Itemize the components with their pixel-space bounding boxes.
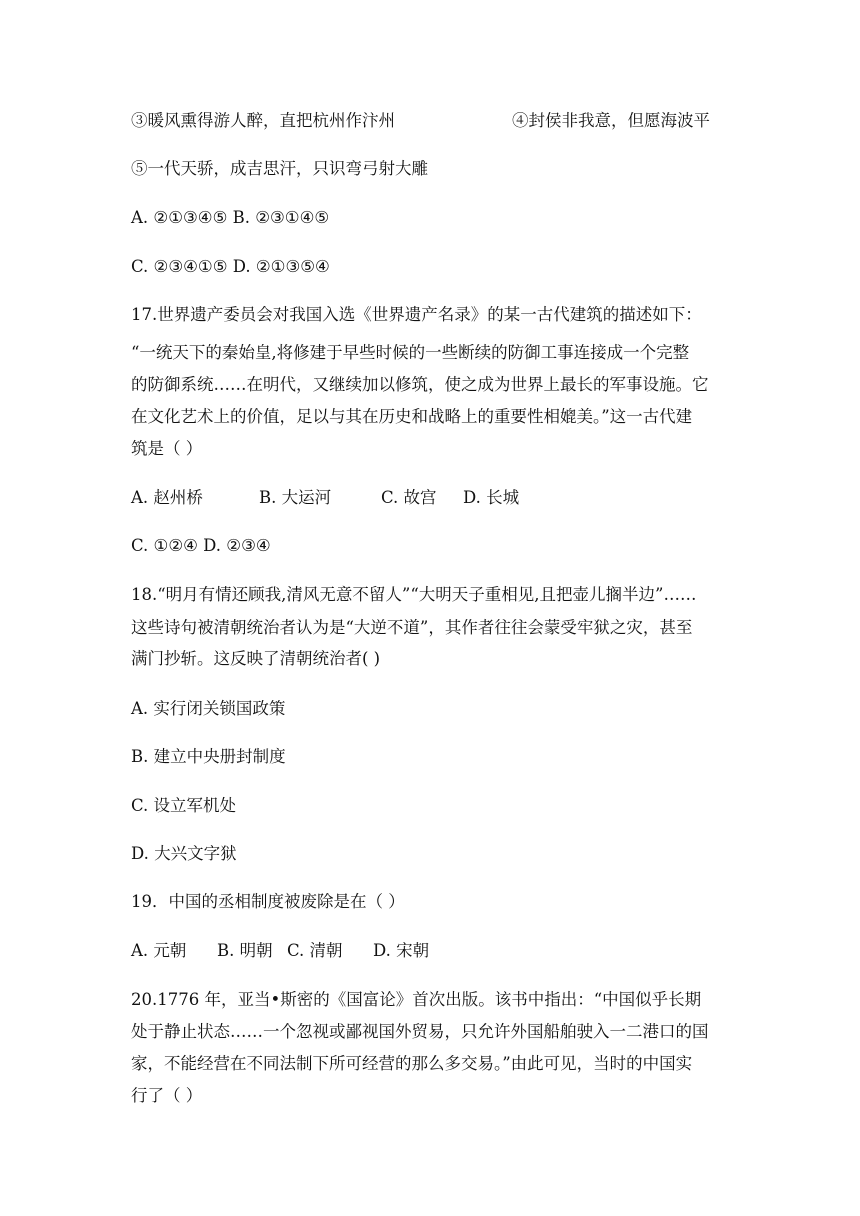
q17-stem-line-5: 筑是（ ） [131,439,203,458]
q16-options-row-2: C. ②③④①⑤ D. ②①③⑤④ [131,257,330,276]
q20-stem-line-2: 处于静止状态……一个忽视或鄙视国外贸易，只允许外国船舶驶入一二港口的国 [131,1022,709,1041]
q17-options-row-2: C. ①②④ D. ②③④ [131,536,271,555]
q20-stem-line-1: 20.1776 年，亚当•斯密的《国富论》首次出版。该书中指出：“中国似乎长期 [131,990,702,1009]
q18-option-b: B. 建立中央册封制度 [131,747,286,766]
q17-option-a: A. 赵州桥 [131,488,203,507]
poem-item-3: ③暖风熏得游人醉，直把杭州作汴州 [131,111,395,130]
q20-stem-line-3: 家，不能经营在不同法制下所可经营的那么多交易。”由此可见，当时的中国实 [131,1054,693,1073]
poem-item-4: ④封侯非我意，但愿海波平 [512,111,710,130]
q18-stem-line-2: 这些诗句被清朝统治者认为是“大逆不道”，其作者往往会蒙受牢狱之灾，甚至 [131,618,693,637]
q17-stem-line-3: 的防御系统……在明代，又继续加以修筑，使之成为世界上最长的军事设施。它 [131,375,709,394]
poem-item-5: ⑤一代天骄，成吉思汗，只识弯弓射大雕 [131,159,428,178]
q19-option-c: C. 清朝 [287,941,343,960]
q17-option-b: B. 大运河 [259,488,332,507]
q19-stem: 19．中国的丞相制度被废除是在（ ） [131,892,405,911]
q18-option-c: C. 设立军机处 [131,796,237,815]
q18-stem-line-3: 满门抄斩。这反映了清朝统治者( ) [131,649,381,668]
q20-stem-line-4: 行了（ ） [131,1086,203,1105]
q18-stem-line-1: 18.“明月有情还顾我,清风无意不留人”“大明天子重相见,且把壶儿搁半边”…… [131,585,697,604]
q17-stem-line-1: 17.世界遗产委员会对我国入选《世界遗产名录》的某一古代建筑的描述如下： [131,305,702,324]
q19-option-d: D. 宋朝 [373,941,430,960]
q17-stem-line-2: “一统天下的秦始皇,将修建于早些时候的一些断续的防御工事连接成一个完整 [131,343,690,362]
q19-options-row [131,940,429,962]
q17-option-d: D. 长城 [463,488,520,507]
q18-option-d: D. 大兴文字狱 [131,844,237,863]
q17-option-c: C. 故宫 [381,488,437,507]
q16-options-row-1: A. ②①③④⑤ B. ②③①④⑤ [131,208,330,227]
q19-option-b: B. 明朝 [217,941,273,960]
q19-option-a: A. 元朝 [131,941,187,960]
q17-stem-line-4: 在文化艺术上的价值，足以与其在历史和战略上的重要性相媲美。”这一古代建 [131,407,693,426]
q18-option-a: A. 实行闭关锁国政策 [131,699,286,718]
q17-options-row-1 [131,487,519,509]
